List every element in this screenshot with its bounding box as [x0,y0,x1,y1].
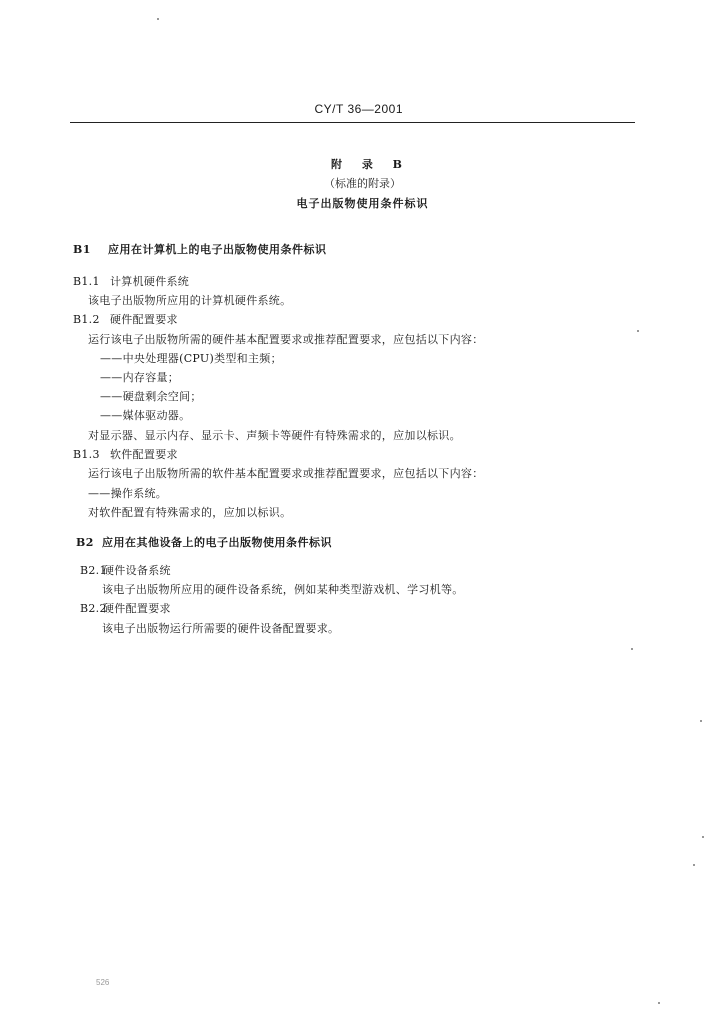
list-item: ——硬盘剩余空间； [100,390,202,403]
scan-speck [702,836,704,838]
section-number: B2 [76,536,94,549]
list-item: ——内存容量； [100,371,180,384]
paragraph: 该电子出版物运行所需要的硬件设备配置要求。 [102,622,340,635]
list-item: ——操作系统。 [88,487,168,500]
paragraph: 该电子出版物所应用的计算机硬件系统。 [88,294,292,307]
section-b1-heading [73,241,327,257]
scan-speck [693,864,695,866]
subsection-number: B1.2 [73,313,100,326]
list-item: ——媒体驱动器。 [100,409,191,422]
subsection-number: B2.2 [80,602,107,615]
scan-speck [700,720,702,722]
subsection-b1-1-heading [73,273,189,289]
page-number: 526 [96,978,110,987]
appendix-label: 附 录 B [331,158,410,171]
subsection-b1-3-heading [73,446,178,462]
section-b2-heading [76,534,332,550]
subsection-number: B1.1 [73,275,100,288]
subsection-title: 硬件设备系统 [103,564,171,577]
appendix-note: （标准的附录） [324,177,401,190]
paragraph: 运行该电子出版物所需的软件基本配置要求或推荐配置要求，应包括以下内容： [88,467,484,480]
subsection-b1-2-heading [73,311,178,327]
subsection-title: 硬件配置要求 [103,602,171,615]
scan-speck [658,1002,660,1004]
subsection-b2-1-heading [80,562,171,578]
scan-speck [157,18,159,20]
scan-speck [631,648,633,650]
subsection-title: 计算机硬件系统 [110,275,190,288]
section-title: 应用在计算机上的电子出版物使用条件标识 [108,243,327,256]
scan-speck [637,330,639,332]
standard-number: CY/T 36—2001 [314,102,403,116]
subsection-title: 硬件配置要求 [110,313,178,326]
subsection-number: B2.1 [80,564,107,577]
section-title: 应用在其他设备上的电子出版物使用条件标识 [102,536,332,549]
paragraph: 运行该电子出版物所需的硬件基本配置要求或推荐配置要求，应包括以下内容： [88,333,484,346]
subsection-b2-2-heading [80,600,171,616]
list-item: ——中央处理器(CPU)类型和主频； [100,352,282,365]
header-rule [70,122,635,123]
subsection-number: B1.3 [73,448,100,461]
paragraph: 对显示器、显示内存、显示卡、声频卡等硬件有特殊需求的，应加以标识。 [88,429,461,442]
subsection-title: 软件配置要求 [110,448,178,461]
paragraph: 该电子出版物所应用的硬件设备系统，例如某种类型游戏机、学习机等。 [102,583,464,596]
section-number: B1 [73,243,91,256]
appendix-title: 电子出版物使用条件标识 [296,197,429,210]
paragraph: 对软件配置有特殊需求的，应加以标识。 [88,506,292,519]
